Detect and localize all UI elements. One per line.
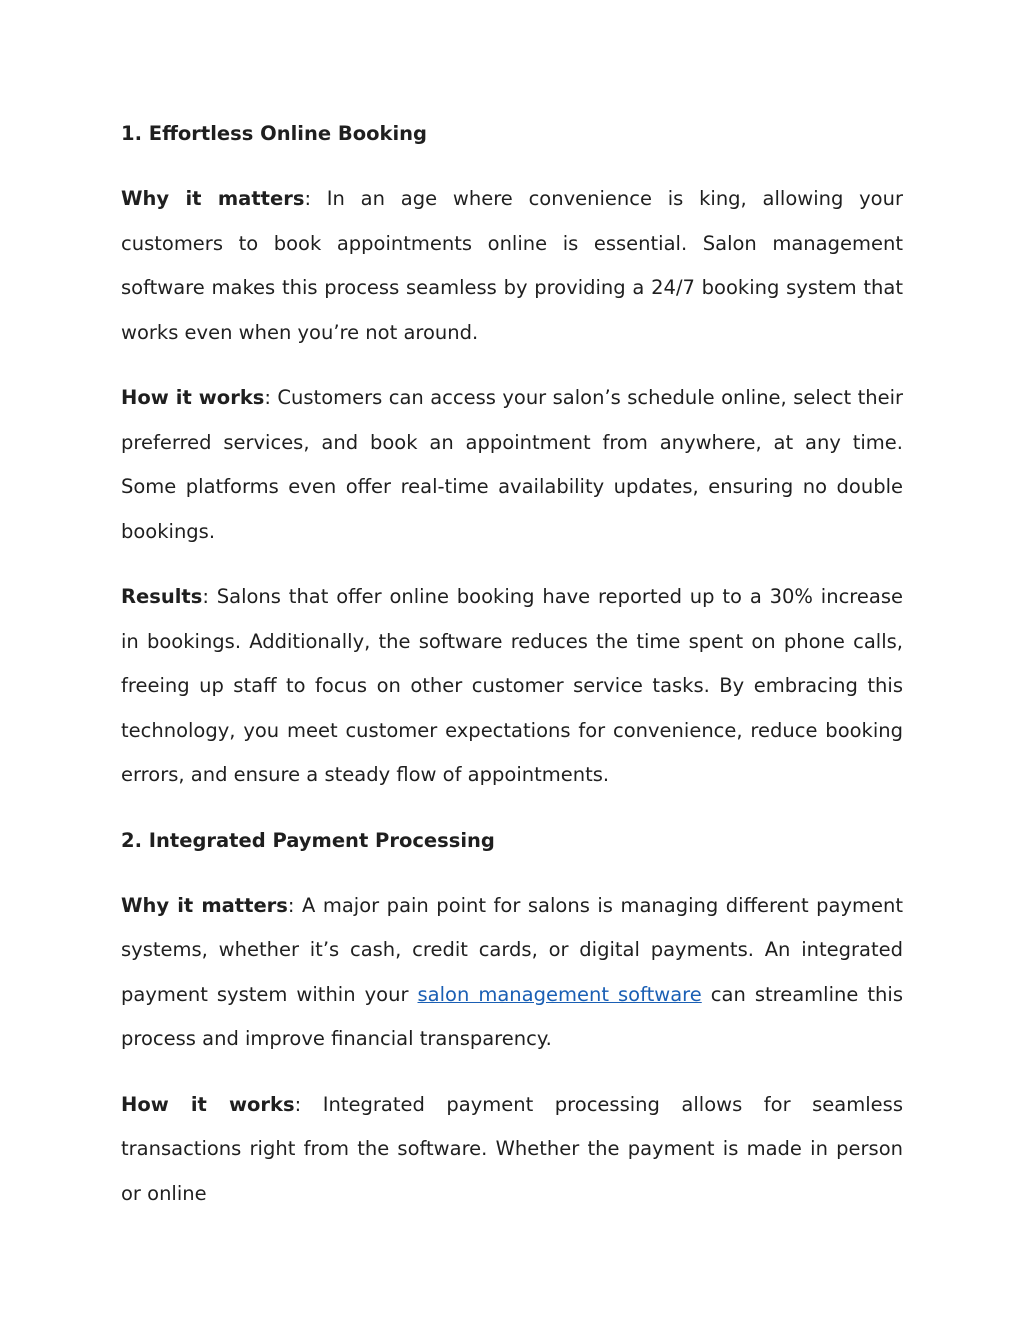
spacer	[121, 554, 903, 575]
paragraph-why-it-matters-payment	[121, 884, 903, 1062]
label-why-it-matters: Why it matters	[121, 893, 288, 917]
spacer	[121, 156, 903, 177]
salon-management-software-link[interactable]: salon management software	[417, 982, 702, 1006]
paragraph-why-it-matters-booking	[121, 177, 903, 355]
label-how-it-works: How it works	[121, 386, 265, 409]
section-heading-online-booking: 1. Effortless Online Booking	[121, 122, 428, 145]
paragraph-text: : Integrated payment processing allows for seamless transactions right from the software. Whether the payment is made in person or online	[121, 1092, 903, 1205]
paragraph-text: : Salons that offer online booking have reported up to a 30% increase in bookings. Additionally, the software reduces the time spent on phone calls, freeing up staff to focus on other customer service tasks. By embracing this technology, you meet customer expectations for convenience, reduce booking errors, and ensure a steady flow of appointments.	[121, 585, 903, 786]
label-why-it-matters: Why it matters	[121, 187, 305, 210]
section-heading-payment-processing: 2. Integrated Payment Processing	[121, 828, 495, 852]
spacer	[121, 798, 903, 819]
paragraph-text: : A major pain point for salons is managing different payment systems, whether it’s cash, credit cards, or digital payments. An integrated payment system within your	[121, 893, 903, 1006]
paragraph-text: : In an age where convenience is king, allowing your customers to book appointments online is essential. Salon management software makes this process seamless by providing a 24/7 booking system that works even when you’re not around.	[121, 187, 903, 344]
paragraph-results-booking	[121, 575, 903, 798]
paragraph-text: : Customers can access your salon’s schedule online, select their preferred services, and book an appointment from anywhere, at any time. Some platforms even offer real-time availability updates, ensuring no double bookings.	[121, 386, 904, 543]
paragraph-how-it-works-booking	[121, 376, 903, 554]
paragraph-how-it-works-payment	[121, 1083, 903, 1217]
document-page	[121, 112, 903, 1216]
spacer	[121, 863, 903, 884]
spacer	[121, 355, 903, 376]
label-how-it-works: How it works	[121, 1092, 295, 1116]
spacer	[121, 1062, 903, 1083]
paragraph-text: can streamline this process and improve financial transparency.	[121, 982, 903, 1050]
label-results: Results	[121, 585, 203, 608]
